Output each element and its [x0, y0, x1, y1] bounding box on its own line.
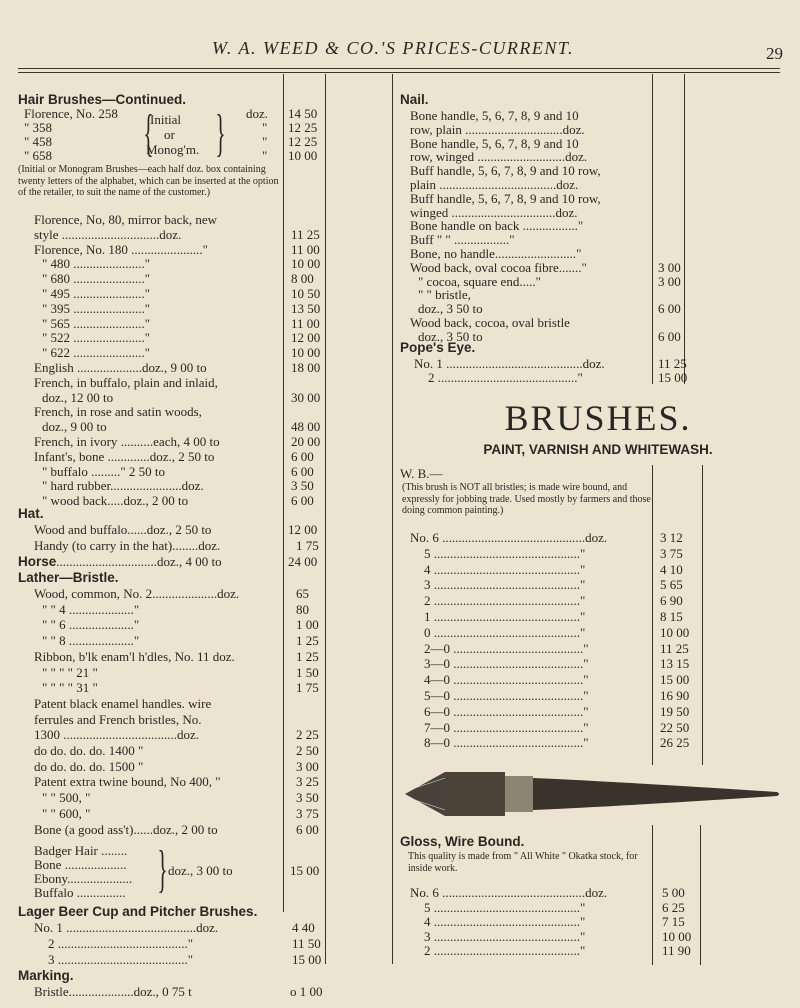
list-item: 3 ........................................"	[48, 952, 194, 967]
unit-label: "	[262, 134, 268, 149]
price: 6 00	[291, 448, 314, 464]
list-item: " " " " 31 "	[42, 680, 98, 696]
list-item: " " 6 ...................."	[42, 617, 140, 633]
price: 13 50	[291, 300, 321, 316]
price: 20 00	[291, 434, 321, 449]
price: 6 00	[658, 328, 681, 344]
price: 4 10	[660, 561, 683, 577]
right-price-rule-top	[652, 74, 653, 384]
badger-line: Ebony....................	[34, 871, 133, 886]
price: 12 00	[291, 330, 321, 346]
badger-line: Bone ...................	[34, 857, 127, 872]
paint-brush-illustration	[405, 768, 785, 820]
price: 11 90	[662, 943, 691, 958]
right-price-rule-bot	[652, 825, 653, 965]
list-item: " buffalo ........." 2 50 to	[42, 463, 166, 479]
price: 2 25	[296, 727, 319, 743]
list-item: Patent black enamel handles. wire	[34, 695, 212, 711]
list-item: 5 ............................................."	[424, 899, 586, 915]
brushes-subtitle: PAINT, VARNISH AND WHITEWASH.	[483, 442, 713, 457]
list-item: Buff handle, 5, 6, 7, 8, 9 and 10 row,	[410, 190, 601, 206]
list-item: French, in rose and satin woods,	[34, 404, 202, 420]
price: 13 15	[660, 656, 690, 672]
list-item: 2 ........................................"	[48, 936, 194, 951]
header-rule-2	[18, 72, 780, 73]
florence-line: " 658	[24, 148, 53, 163]
lather-heading: Lather—Bristle.	[18, 570, 119, 585]
header-rule	[18, 68, 780, 69]
list-item: 2 ..........................................."	[428, 370, 583, 385]
price: 22 50	[660, 719, 690, 735]
nail-heading: Nail.	[400, 92, 429, 107]
horse-heading: Horse	[18, 554, 57, 569]
price: 10 50	[291, 286, 321, 301]
list-item: French, in buffalo, plain and inlaid,	[34, 374, 218, 390]
list-item: " cocoa, square end....."	[418, 273, 541, 289]
price: 15 00	[658, 370, 688, 385]
list-item: Wood back, cocoa, oval bristle	[410, 315, 570, 330]
price: 6 00	[658, 301, 681, 317]
price: 1 25	[296, 633, 319, 649]
page-header	[0, 38, 800, 68]
list-item: 2 ............................................."	[424, 593, 586, 609]
badger-line: Badger Hair ........	[34, 843, 128, 858]
horse-row	[18, 554, 222, 570]
price: 5 00	[662, 885, 685, 900]
price: 12 25	[288, 134, 318, 149]
price: 3 75	[660, 545, 683, 561]
list-item: winged ................................doz.	[410, 204, 578, 220]
list-item: No. 1 ..........................................doz.	[414, 356, 605, 371]
right-price-rule-bot-2	[700, 825, 701, 965]
price: 3 50	[291, 478, 314, 494]
list-item: " " 4 ...................."	[42, 601, 140, 617]
list-item: " 565 ......................"	[42, 315, 151, 331]
list-item: " hard rubber......................doz.	[42, 478, 204, 494]
list-item: doz., 3 50 to	[418, 328, 483, 344]
monogram-label: Monog'm.	[146, 142, 200, 157]
badger-line: Buffalo ...............	[34, 885, 126, 900]
list-item: " 395 ......................"	[42, 300, 151, 316]
marking-heading: Marking.	[18, 968, 74, 983]
price: 11 00	[291, 241, 320, 257]
list-item: " " 500, "	[42, 790, 91, 806]
price: 11 25	[291, 226, 320, 242]
price: 3 00	[658, 259, 681, 275]
list-item: Bristle....................doz., 0 75 t	[34, 984, 192, 999]
price: 8 00	[291, 271, 314, 287]
list-item: Buff handle, 5, 6, 7, 8, 9 and 10 row,	[410, 163, 601, 179]
unit-label: "	[262, 148, 268, 163]
price: 65	[296, 586, 309, 601]
list-item: 5—0 ........................................"	[424, 688, 589, 703]
lager-heading: Lager Beer Cup and Pitcher Brushes.	[18, 904, 258, 919]
left-right-price-rule	[325, 74, 326, 964]
list-item: plain ....................................doz.	[410, 177, 579, 192]
price: 80	[296, 601, 309, 617]
list-item: 2—0 ........................................"	[424, 640, 589, 656]
list-item: English ....................doz., 9 00 to	[34, 360, 207, 375]
price: 48 00	[291, 419, 321, 435]
price: 16 90	[660, 688, 690, 703]
list-item: 3 ............................................."	[424, 577, 586, 593]
list-item: row, winged ...........................doz.	[410, 149, 588, 165]
list-item: " " 600, "	[42, 805, 91, 821]
or-label: or	[164, 127, 175, 142]
price: o 1 00	[290, 984, 323, 999]
initial-note: (Initial or Monogram Brushes—each half doz. box containing twenty letters of the alphabet, which can be inserted at the option of the retailer, to suit the name of the customer.)	[18, 164, 279, 198]
price: 10 00	[662, 928, 692, 944]
price: 3 00	[296, 758, 319, 774]
list-item: Infant's, bone .............doz., 2 50 to	[34, 448, 215, 464]
list-item: Florence, No, 80, mirror back, new	[34, 212, 218, 227]
page-title: W. A. WEED & CO.'S PRICES-CURRENT.	[212, 38, 575, 58]
list-item: row, plain ..............................doz.	[410, 121, 585, 137]
list-item: 7—0 ........................................"	[424, 719, 589, 735]
price: 10 00	[291, 345, 321, 361]
hat-heading: Hat.	[18, 506, 44, 521]
price: 3 00	[658, 273, 681, 289]
list-item: Bone handle on back ................."	[410, 218, 584, 234]
badger-brace: }	[157, 841, 168, 898]
price: 6 00	[291, 493, 314, 509]
list-item: Florence, No. 180 ......................"	[34, 241, 208, 257]
list-item: 2 ............................................."	[424, 943, 586, 958]
page-number: 29	[766, 44, 783, 63]
price: 1 50	[296, 664, 319, 680]
badger-rate: doz., 3 00 to	[168, 863, 233, 878]
list-item: 8—0 ........................................"	[424, 735, 589, 751]
list-item: " " 8 ...................."	[42, 633, 140, 649]
price: 15 00	[290, 863, 320, 878]
gloss-note: This quality is made from " All White " Okatka stock, for inside work.	[408, 851, 638, 874]
price: 10 00	[288, 148, 318, 163]
unit-label: doz.	[246, 106, 269, 121]
price: 19 50	[660, 703, 690, 719]
list-item: Wood, common, No. 2....................doz.	[34, 586, 240, 601]
price: 6 00	[291, 463, 314, 479]
list-item: 6—0 ........................................"	[424, 703, 589, 719]
list-item: Bone (a good ass't)......doz., 2 00 to	[34, 821, 218, 837]
list-item: " 522 ......................"	[42, 330, 151, 346]
right-brace: }	[215, 105, 226, 162]
list-item: " 680 ......................"	[42, 271, 151, 287]
price: 4 40	[292, 920, 315, 935]
list-item: No. 6 ............................................doz.	[410, 885, 608, 900]
price: 30 00	[291, 389, 321, 405]
price: 3 12	[660, 530, 683, 545]
list-item: " wood back.....doz., 2 00 to	[42, 493, 189, 509]
hair-brushes-heading: Hair Brushes—Continued.	[18, 92, 187, 107]
price: 26 25	[660, 735, 690, 751]
price: 15 00	[292, 952, 322, 967]
list-item: 4 ............................................."	[424, 914, 586, 929]
horse-text: ...............................doz., 4 00 to	[56, 554, 222, 569]
list-item: ferrules and French bristles, No.	[34, 711, 202, 727]
price: 6 25	[662, 899, 685, 915]
price: 24 00	[288, 554, 318, 569]
list-item: doz., 9 00 to	[42, 419, 107, 435]
florence-line: " 358	[24, 120, 53, 135]
list-item: Buff " " ................."	[410, 232, 515, 248]
list-item: " 622 ......................"	[42, 345, 151, 361]
price: 7 15	[662, 914, 685, 929]
price: 11 00	[291, 315, 320, 331]
price: 1 25	[296, 648, 319, 664]
right-price-rule-mid-2	[702, 465, 703, 765]
list-item: 3—0 ........................................"	[424, 656, 589, 672]
right-price-rule-top-2	[684, 74, 685, 384]
price: 11 25	[660, 640, 689, 656]
brushes-title: BRUSHES.	[504, 398, 692, 438]
list-item: Handy (to carry in the hat)........doz.	[34, 538, 221, 553]
price: 18 00	[291, 360, 321, 375]
list-item: doz., 3 50 to	[418, 301, 483, 317]
list-item: Bone, no handle........................."	[410, 246, 582, 261]
initial-label: Initial	[150, 112, 182, 127]
price: 8 15	[660, 609, 683, 624]
list-item: 3 ............................................."	[424, 928, 586, 944]
list-item: Patent extra twine bound, No 400, "	[34, 774, 221, 790]
wb-label: W. B.—	[400, 466, 443, 481]
price: 3 50	[296, 790, 319, 806]
list-item: 4 ............................................."	[424, 561, 586, 577]
florence-line: Florence, No. 258	[24, 106, 118, 121]
florence-line: " 458	[24, 134, 53, 149]
price: 6 90	[660, 593, 683, 609]
list-item: 0 ............................................."	[424, 624, 586, 640]
price: 1 75	[296, 538, 319, 553]
price: 1 75	[296, 680, 319, 696]
unit-label: "	[262, 120, 268, 135]
price: 10 00	[291, 256, 321, 272]
price: 14 50	[288, 106, 318, 121]
price: 1 00	[296, 617, 319, 633]
list-item: No. 6 ............................................doz.	[410, 530, 608, 545]
list-item: " " bristle,	[418, 287, 471, 303]
list-item: doz., 12 00 to	[42, 389, 114, 405]
center-column-rule	[392, 74, 393, 964]
price: 15 00	[660, 672, 690, 688]
price: 12 25	[288, 120, 318, 135]
list-item: do do. do. do. 1400 "	[34, 743, 144, 758]
list-item: Bone handle, 5, 6, 7, 8, 9 and 10	[410, 108, 579, 123]
price: 2 50	[296, 743, 319, 758]
price: 3 25	[296, 774, 319, 790]
left-price-rule	[283, 74, 284, 912]
popes-eye-heading: Pope's Eye.	[400, 340, 476, 355]
list-item: Bone handle, 5, 6, 7, 8, 9 and 10	[410, 135, 579, 151]
list-item: Wood and buffalo......doz., 2 50 to	[34, 522, 212, 537]
price: 11 50	[292, 936, 321, 951]
left-brace: {	[143, 105, 154, 162]
list-item: 5 ............................................."	[424, 545, 586, 561]
list-item: French, in ivory ..........each, 4 00 to	[34, 434, 220, 449]
list-item: No. 1 ........................................doz.	[34, 920, 219, 935]
price: 10 00	[660, 624, 690, 640]
list-item: do do. do. do. 1500 "	[34, 758, 144, 774]
price: 5 65	[660, 577, 683, 593]
price: 12 00	[288, 522, 318, 537]
list-item: Ribbon, b'lk enam'l h'dles, No. 11 doz.	[34, 648, 235, 664]
price: 11 25	[658, 356, 687, 371]
list-item: " " " " 21 "	[42, 664, 98, 680]
list-item: style ..............................doz.	[34, 226, 182, 242]
list-item: 1300 ...................................doz.	[34, 727, 200, 743]
list-item: Wood back, oval cocoa fibre......."	[410, 259, 587, 275]
gloss-heading: Gloss, Wire Bound.	[400, 834, 525, 849]
list-item: " 495 ......................"	[42, 286, 151, 301]
price: 3 75	[296, 805, 319, 821]
list-item: 4—0 ........................................"	[424, 672, 589, 688]
wb-note: (This brush is NOT all bristles; is made wire bound, and expressly for jobbing trade. Used mostly by farmers and those doing common painting.)	[402, 482, 651, 516]
right-price-rule-mid	[652, 465, 653, 765]
list-item: " 480 ......................"	[42, 256, 151, 272]
list-item: 1 ............................................."	[424, 609, 586, 624]
price: 6 00	[296, 821, 319, 837]
